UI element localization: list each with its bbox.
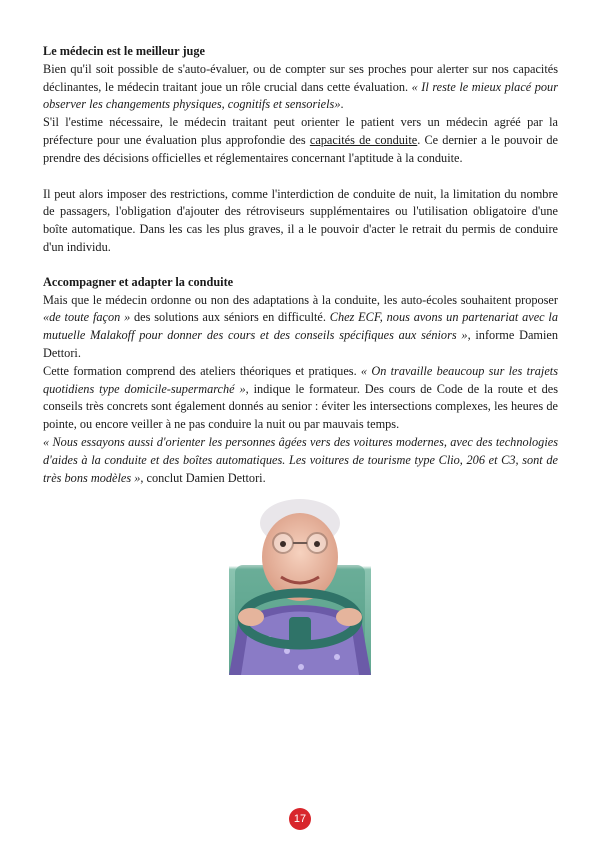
paragraph-text: S'il l'estime nécessaire, le médecin traitant peut orienter le patient vers un médecin agréé par la préfecture pour une évaluation plus approfondie des — [43, 115, 558, 147]
paragraph-prefecture — [43, 114, 558, 167]
paragraph-evaluation — [43, 61, 558, 114]
page-number-badge: 17 — [289, 808, 311, 830]
paragraph-text: Mais que le médecin ordonne ou non des adaptations à la conduite, les auto-écoles souhaitent proposer — [43, 292, 558, 307]
paragraph-text: Bien qu'il soit possible de s'auto-évaluer, ou de compter sur ses proches pour alerter sur nos capacités déclinantes, le médecin traitant joue un rôle crucial dans cette évaluation. — [43, 61, 558, 94]
section-heading-accompagner: Accompagner et adapter la conduite — [43, 274, 234, 289]
section-heading-medecin: Le médecin est le meilleur juge — [43, 44, 205, 58]
paragraph-text: , conclut Damien Dettori. — [140, 470, 266, 485]
quote-text: « Il reste le mieux placé pour observer les changements physiques, cognitifs et sensoriels» — [43, 79, 558, 112]
paragraph-text: , indique le formateur. Des cours de Code de la route et des conseils très concrets sont également donnés au senior : éviter les intersections complexes, les heures de pointe, ou encore veiller à ne pas conduire la nuit ou par mauvais temps. — [43, 381, 558, 432]
paragraph-formation — [43, 363, 558, 434]
quote-text: «de toute façon » — [43, 310, 131, 325]
paragraph-text: , informe Damien Dettori. — [43, 328, 559, 360]
quote-text: Chez ECF, nous avons un partenariat avec la mutuelle Malakoff pour donner des cours et des conseils spécifiques aux séniors » — [43, 310, 558, 343]
senior-driver-illustration — [229, 499, 371, 675]
article-body — [43, 43, 558, 487]
paragraph-text: des solutions aux séniors en difficulté. — [130, 310, 330, 325]
paragraph-restrictions: Il peut alors imposer des restrictions, comme l'interdiction de conduite de nuit, la limitation du nombre de passagers, l'obligation d'ajouter des rétroviseurs supplémentaires ou l'utilisation obligatoire d'une boîte automatique. Dans les cas les plus graves, il a le pouvoir d'acter le retrait du permis de conduire d'un individu. — [43, 186, 558, 254]
paragraph-text: . — [340, 97, 344, 112]
capacites-link[interactable]: capacités de conduite — [309, 132, 418, 147]
paragraph-text: . Ce dernier a le pouvoir de prendre des décisions officielles et réglementaires concernant l'aptitude à la conduite. — [43, 132, 558, 165]
quote-text: « On travaille beaucoup sur les trajets quotidiens type domicile-supermarché » — [43, 363, 558, 396]
quote-text: « Nous essayons aussi d'orienter les personnes âgées vers des voitures modernes, avec des technologies d'aides à la conduite et des boîtes automatiques. Les voitures de tourisme type Clio, 206 et C3, sont de très bons modèles » — [43, 434, 558, 485]
paragraph-text: Cette formation comprend des ateliers théoriques et pratiques. — [43, 363, 361, 378]
senior-driver-photo — [229, 499, 371, 675]
paragraph-auto-ecoles — [43, 292, 558, 363]
paragraph-conclusion — [43, 434, 558, 487]
